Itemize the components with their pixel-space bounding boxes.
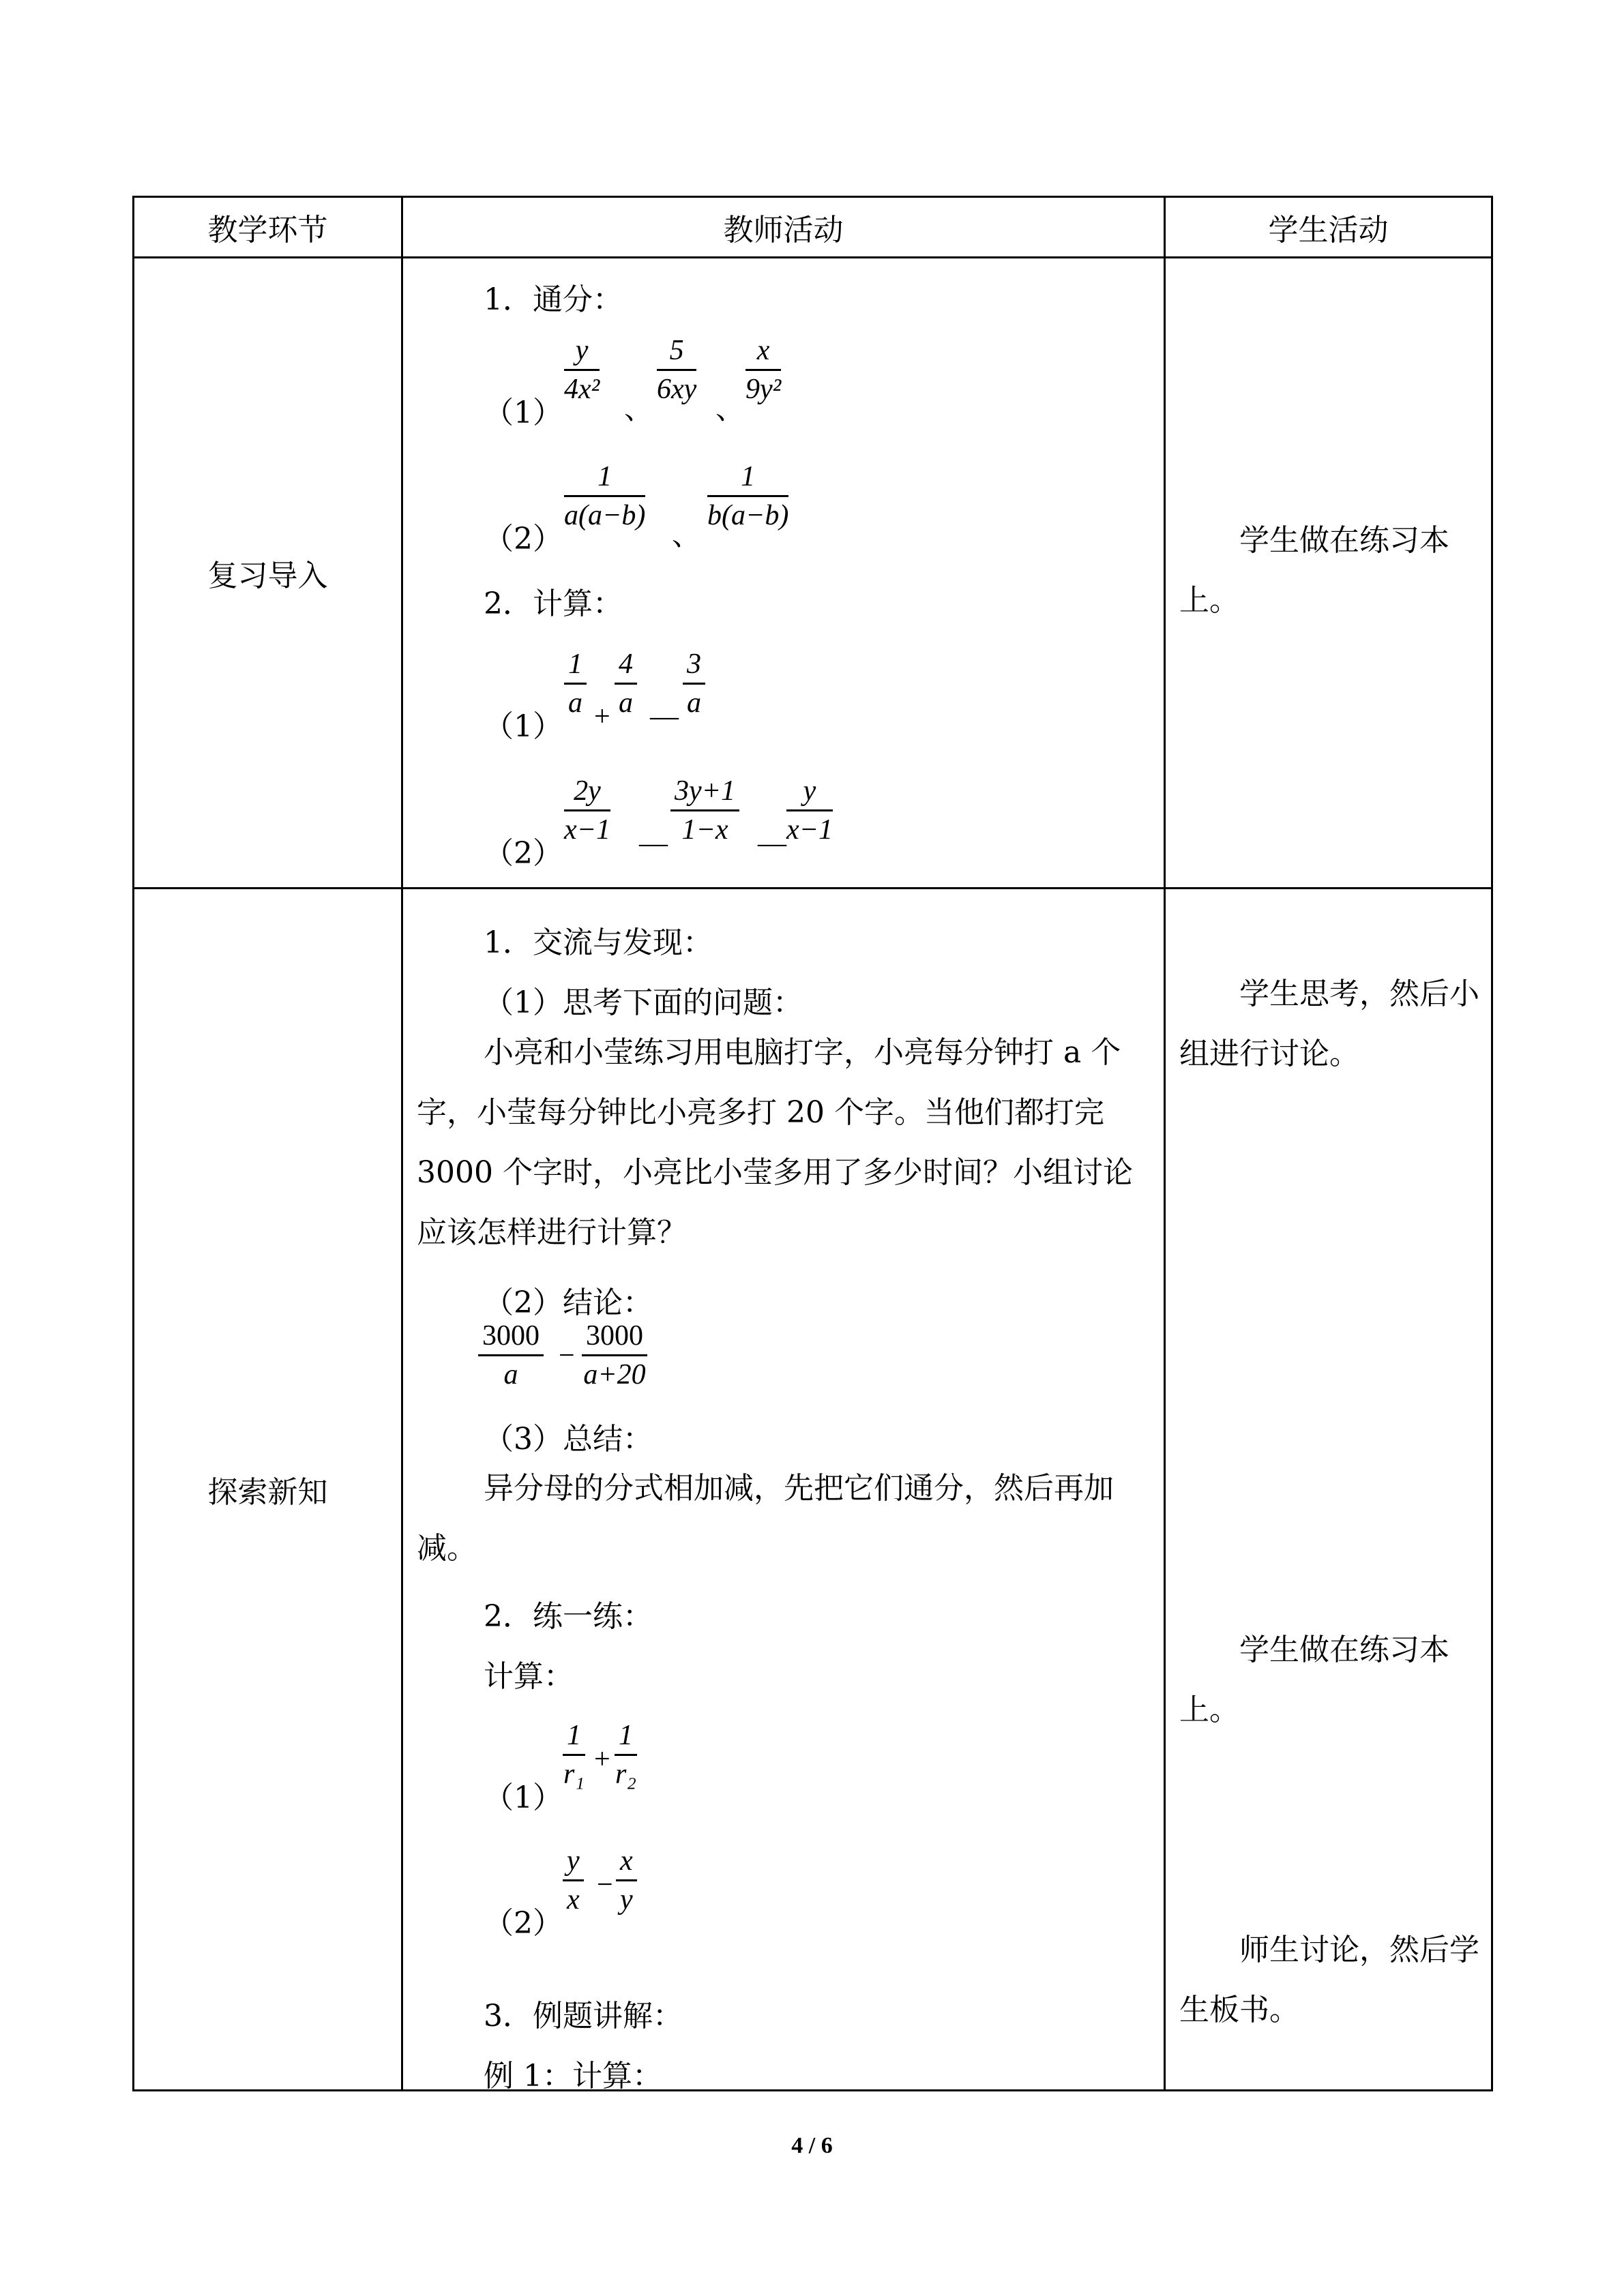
teacher-activity-review	[402, 258, 1165, 889]
section1-sub1: （1）思考下面的问题：	[484, 985, 803, 1020]
section3-title: 3．例题讲解：	[484, 1999, 683, 2033]
operator: —	[758, 828, 786, 859]
table-row-review	[134, 258, 1492, 889]
fraction: $\frac{1}{b(a-b)}$	[707, 461, 789, 531]
summary-paragraph: 异分母的分式相加减，先把它们通分，然后再加减。	[417, 1471, 1114, 1566]
fraction: $\frac{3000}{a}$	[478, 1319, 544, 1392]
table-row-explore	[134, 889, 1492, 2091]
student-activity-text: 学生思考，然后小组进行讨论。	[1179, 976, 1479, 1071]
section1-sub3: （3）总结：	[484, 1422, 653, 1457]
teacher-activity-explore	[402, 889, 1165, 2091]
stage-review: 复习导入	[134, 258, 402, 889]
section2-title: 2．练一练：	[484, 1599, 653, 1634]
student-activity-text: 学生做在练习本上。	[1179, 1632, 1449, 1727]
student-activity-review	[1165, 258, 1492, 889]
problem-paragraph: 小亮和小莹练习用电脑打字，小亮每分钟打 a 个字，小莹每分钟比小亮多打 20 个字。当他们都打完 3000 个字时，小亮比小莹多用了多少时间？小组讨论应该怎样进行计算？	[417, 1035, 1133, 1250]
fraction: $\frac{1}{\text{r₂}}$	[615, 1720, 636, 1790]
operator: +	[594, 1744, 610, 1775]
fraction: $\frac{2y}{x-1}$	[564, 775, 610, 846]
fraction: $\frac{x}{\text{9y²}}$	[745, 335, 782, 405]
fraction: $\frac{3000}{a+20}$	[582, 1319, 647, 1392]
student-activity-explore	[1165, 889, 1492, 2091]
operator: +	[594, 701, 610, 732]
fraction: $\frac{y}{x}$	[563, 1844, 584, 1917]
separator: 、	[672, 520, 701, 552]
task1-q2-label: （2）	[484, 522, 563, 556]
stage-explore: 探索新知	[134, 889, 402, 2091]
header-teacher-activity: 教师活动	[402, 197, 1165, 258]
fraction: $\frac{x}{y}$	[616, 1844, 637, 1917]
operator: —	[639, 828, 668, 859]
task2-q1-label: （1）	[484, 709, 563, 744]
fraction: $\frac{5}{6xy}$	[657, 335, 697, 405]
operator: −	[597, 1869, 613, 1900]
fraction: $\frac{3y+1}{1-x}$	[670, 774, 739, 847]
example1-label: 例 1：计算：	[484, 2059, 662, 2093]
practice-q2-label: （2）	[484, 1906, 563, 1941]
separator: 、	[715, 394, 745, 426]
fraction: $\frac{1}{a(a-b)}$	[564, 461, 646, 531]
student-activity-text: 学生做在练习本上。	[1179, 523, 1449, 618]
section1-sub2: （2）结论：	[484, 1285, 653, 1320]
fraction: $\frac{y}{x-1}$	[786, 775, 833, 846]
table-header-row	[134, 197, 1492, 258]
operator: −	[559, 1340, 575, 1371]
practice-q1-label: （1）	[484, 1780, 563, 1815]
separator: 、	[624, 394, 653, 426]
fraction: $\frac{1}{a}$	[564, 647, 587, 720]
task2-q2-label: （2）	[484, 836, 563, 871]
page-number: 4 / 6	[791, 2133, 833, 2158]
fraction: $\frac{3}{a}$	[683, 647, 705, 720]
fraction: $\frac{1}{\text{r₁}}$	[563, 1720, 585, 1790]
student-activity-text: 师生讨论，然后学生板书。	[1179, 1933, 1479, 2027]
fraction: $\frac{4}{a}$	[615, 647, 637, 720]
task1-q1-label: （1）	[484, 396, 563, 430]
lesson-plan-table	[132, 196, 1493, 2091]
section1-title: 1．交流与发现：	[484, 925, 713, 960]
header-stage: 教学环节	[134, 197, 402, 258]
header-student-activity: 学生活动	[1165, 197, 1492, 258]
task1-title: 1．通分：	[484, 282, 623, 317]
operator: —	[650, 701, 679, 732]
task2-title: 2．计算：	[484, 586, 623, 621]
fraction: $\frac{y}{\text{4x²}}$	[564, 335, 600, 405]
section2-calc: 计算：	[484, 1659, 574, 1694]
